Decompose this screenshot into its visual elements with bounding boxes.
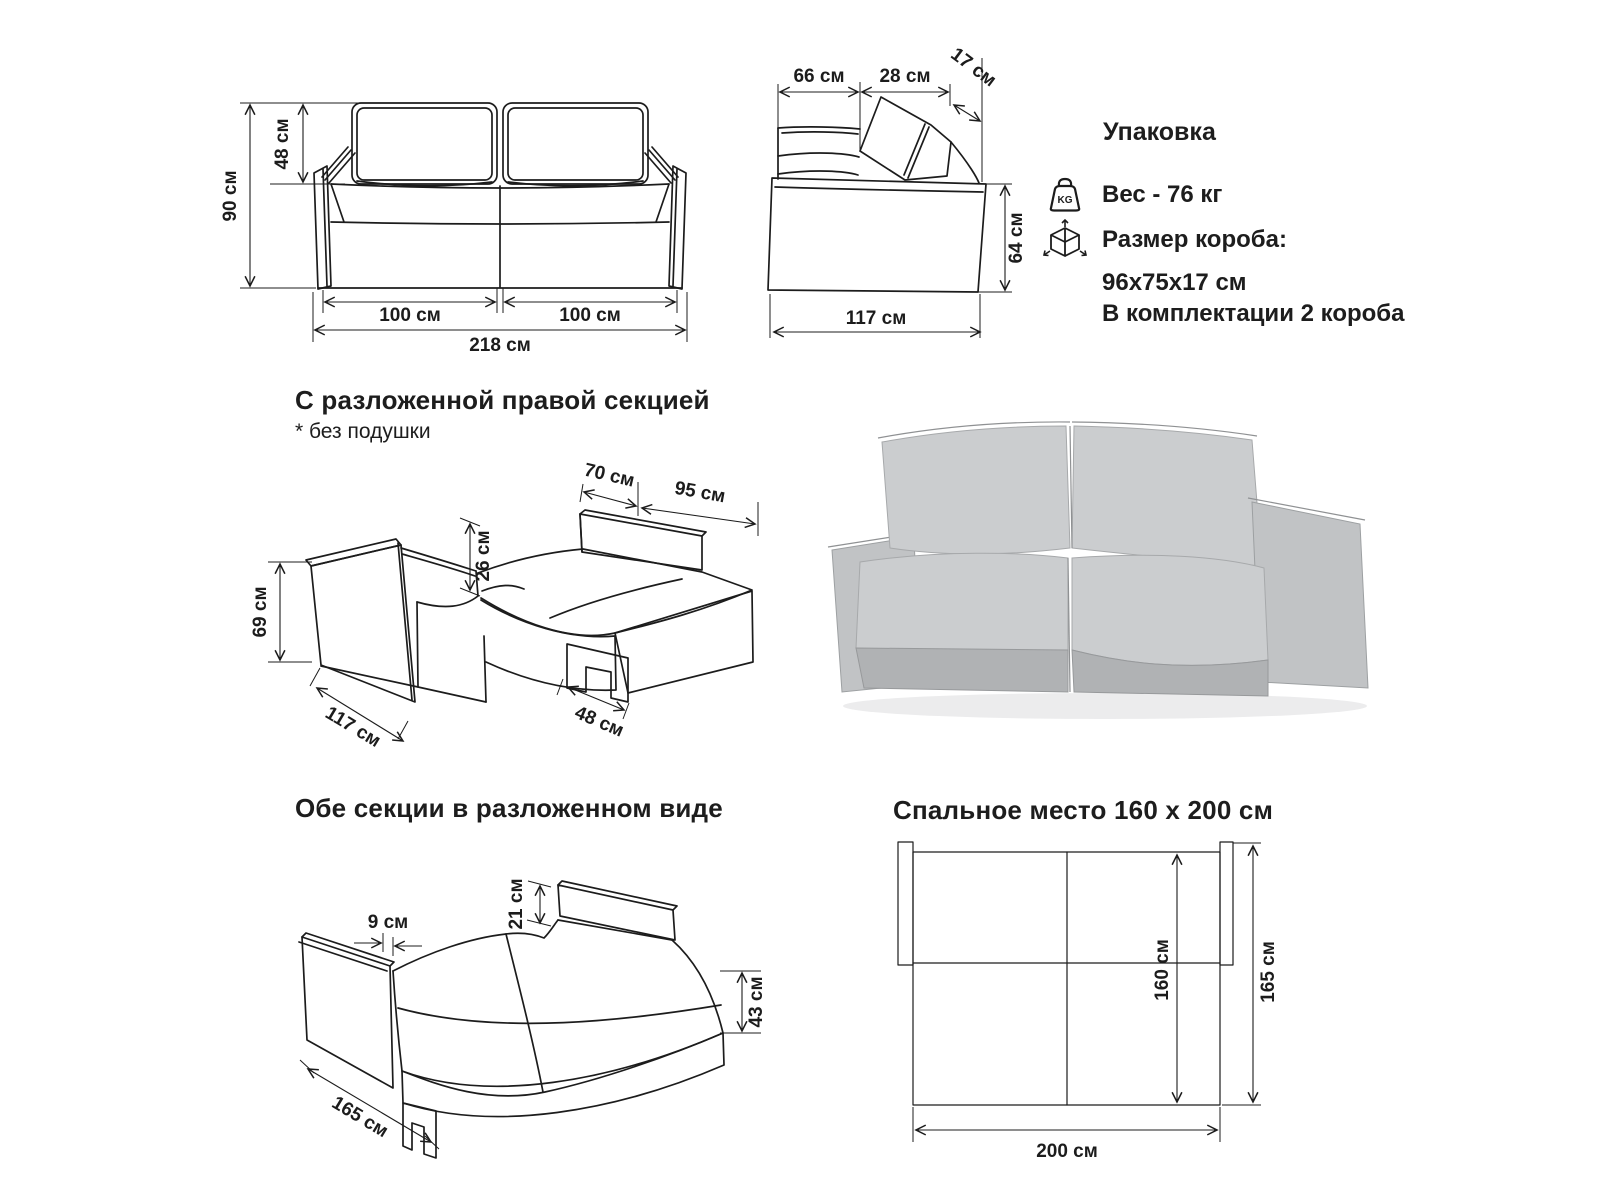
product-photo xyxy=(820,400,1385,730)
dim-base-height: 64 см xyxy=(1006,212,1027,264)
dim-armrest-gap: 9 см xyxy=(367,912,409,933)
dim-seat-depth: 66 см xyxy=(793,66,845,87)
dim-backrest-height: 48 см xyxy=(272,118,293,170)
packaging-weight-row xyxy=(1040,177,1480,213)
right-unfolded-diagram xyxy=(250,440,790,775)
dim-armrest-height: 69 см xyxy=(250,586,271,638)
side-view-diagram xyxy=(745,40,1075,360)
dim-total-height: 90 см xyxy=(220,170,241,222)
both-unfolded-diagram xyxy=(250,840,830,1200)
box-dimensions-icon xyxy=(1040,219,1090,261)
packaging-info xyxy=(1040,118,1480,329)
sleeping-area-title: Спальное место 160 x 200 см xyxy=(893,795,1274,825)
dim-total-depth: 117 см xyxy=(845,308,907,329)
dim-backrest-fold-depth: 28 см xyxy=(879,66,931,87)
dim-section-depth: 117 см xyxy=(321,702,385,752)
dim-total-width: 218 см xyxy=(469,335,531,356)
packaging-weight: Вес - 76 кг xyxy=(1102,181,1223,208)
packaging-box-note: В комплектации 2 короба xyxy=(1102,300,1405,327)
packaging-box-row xyxy=(1040,219,1480,261)
both-unfolded-title: Обе секции в разложенном виде xyxy=(295,793,723,823)
dim-bed-length: 200 см xyxy=(1036,1141,1098,1162)
dim-backrest-width: 70 см xyxy=(582,459,637,492)
dim-seat-left-width: 100 см xyxy=(379,305,441,326)
weight-kg-icon xyxy=(1040,177,1090,213)
sleeping-area-diagram xyxy=(880,830,1320,1180)
packaging-box-size-value: 96х75х17 см xyxy=(1102,269,1247,296)
dim-extension-length: 95 см xyxy=(672,477,727,508)
right-unfolded-note: * без подушки xyxy=(295,420,431,443)
dim-outer-width: 165 см xyxy=(1258,941,1279,1003)
packaging-title: Упаковка xyxy=(1103,118,1216,146)
right-unfolded-title: С разложенной правой секцией xyxy=(295,385,710,415)
dim-backrest-drop: 26 см xyxy=(473,530,494,582)
dim-support-width: 48 см xyxy=(571,702,627,742)
dim-seat-right-width: 100 см xyxy=(559,305,621,326)
dim-backrest-thickness: 17 см xyxy=(946,43,1001,92)
svg-text:KG: KG xyxy=(1057,195,1073,206)
packaging-box-size-label: Размер короба: xyxy=(1102,226,1287,253)
dim-bed-width: 160 см xyxy=(1152,939,1173,1001)
front-view-diagram xyxy=(220,70,780,360)
dim-bed-height: 43 см xyxy=(746,976,767,1028)
dim-section-length: 165 см xyxy=(328,1092,392,1143)
dim-backrest-height-unfolded: 21 см xyxy=(506,878,527,930)
